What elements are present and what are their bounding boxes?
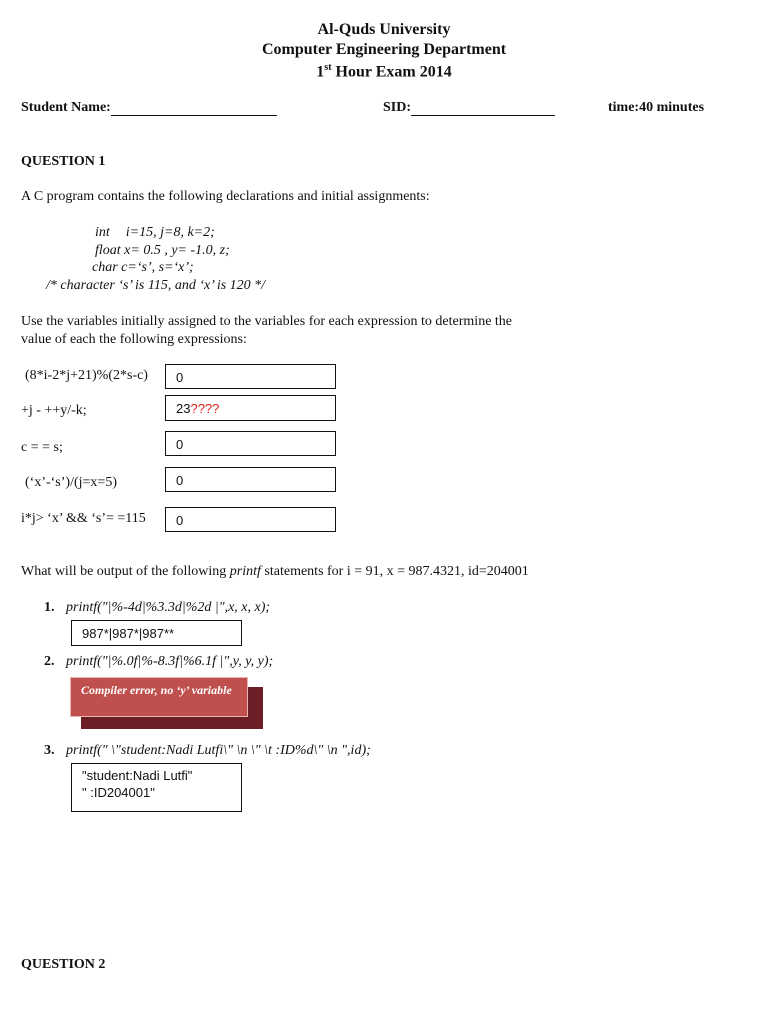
printf-answer-box-1 xyxy=(71,620,242,646)
time-limit: time:40 minutes xyxy=(608,100,705,115)
student-name-label: Student Name: xyxy=(21,100,111,115)
printf-intro-post: statements for i = 91, x = 987.4321, id=204001 xyxy=(260,564,529,579)
department-title: Computer Engineering Department xyxy=(261,41,507,58)
student-name-blank xyxy=(111,101,277,116)
exam-title xyxy=(0,62,768,81)
expression-3: c = = s; xyxy=(21,440,63,455)
sid-label: SID: xyxy=(383,100,412,115)
code-keyword: char xyxy=(92,260,118,275)
printf-intro xyxy=(21,564,529,580)
university-title: Al-Quds University xyxy=(317,21,451,38)
code-keyword: float xyxy=(95,243,121,258)
expression-5: i*j> ‘x’ && ‘s’= =115 xyxy=(21,511,146,526)
exam-ordinal-suffix: st xyxy=(324,62,332,73)
answer-box-5 xyxy=(165,507,336,532)
code-keyword: int xyxy=(95,225,110,240)
answer-1: 0 xyxy=(176,370,184,385)
code-line-float xyxy=(95,243,230,259)
code-line-int xyxy=(95,225,215,241)
answer-box-4 xyxy=(165,467,336,492)
expression-2: +j - ++y/-k; xyxy=(21,403,87,418)
code-comment: /* character ‘s’ is 115, and ‘x’ is 120 */ xyxy=(46,278,266,293)
answer-2: 23 xyxy=(176,401,191,416)
answer-5: 0 xyxy=(176,513,184,528)
sid-blank xyxy=(411,101,555,116)
printf-item-3-statement: printf(" \"student:Nadi Lutfi\" \n \" \t :ID%d\" \n ",id); xyxy=(66,743,371,758)
compiler-error-callout: Compiler error, no ‘y’ variable xyxy=(70,677,248,717)
answer-box-3 xyxy=(165,431,336,456)
question-2-title: QUESTION 2 xyxy=(21,957,106,972)
printf-answer-3-line-2: " :ID204001" xyxy=(82,785,155,800)
printf-item-1-statement: printf("|%-4d|%3.3d|%2d |",x, x, x); xyxy=(66,600,271,615)
exam-title-rest: Hour Exam 2014 xyxy=(331,63,452,81)
printf-item-1-number: 1. xyxy=(44,600,55,615)
printf-answer-box-3 xyxy=(71,763,242,812)
printf-item-2-number: 2. xyxy=(44,654,55,669)
answer-2-question-marks: ???? xyxy=(190,401,220,416)
answer-4: 0 xyxy=(176,473,184,488)
instruction-line-2: value of each the following expressions: xyxy=(21,332,247,347)
code-text: c=‘s’, s=‘x’; xyxy=(121,260,194,275)
printf-answer-1: 987*|987*|987** xyxy=(82,626,175,641)
printf-item-2-statement: printf("|%.0f|%-8.3f|%6.1f |",y, y, y); xyxy=(66,654,274,669)
answer-3: 0 xyxy=(176,437,184,452)
printf-answer-3-line-1: "student:Nadi Lutfi" xyxy=(82,768,193,783)
question-1-title: QUESTION 1 xyxy=(21,154,106,169)
code-text: x= 0.5 , y= -1.0, z; xyxy=(124,243,230,258)
student-name-field xyxy=(21,100,277,116)
question-1-intro: A C program contains the following declarations and initial assignments: xyxy=(21,189,430,204)
expression-1: (8*i-2*j+21)%(2*s-c) xyxy=(25,368,148,383)
exam-number: 1 xyxy=(316,63,325,81)
expression-4: (‘x’-‘s’)/(j=x=5) xyxy=(25,475,117,490)
answer-box-1 xyxy=(165,364,336,389)
sid-field xyxy=(383,100,555,116)
printf-intro-keyword: printf xyxy=(229,564,261,579)
instruction-line-1: Use the variables initially assigned to the variables for each expression to determine the xyxy=(21,314,513,329)
code-text: i=15, j=8, k=2; xyxy=(125,225,215,240)
printf-intro-pre: What will be output of the following xyxy=(21,564,230,579)
answer-box-2 xyxy=(165,395,336,421)
printf-item-3-number: 3. xyxy=(44,743,55,758)
code-line-char xyxy=(92,260,194,276)
